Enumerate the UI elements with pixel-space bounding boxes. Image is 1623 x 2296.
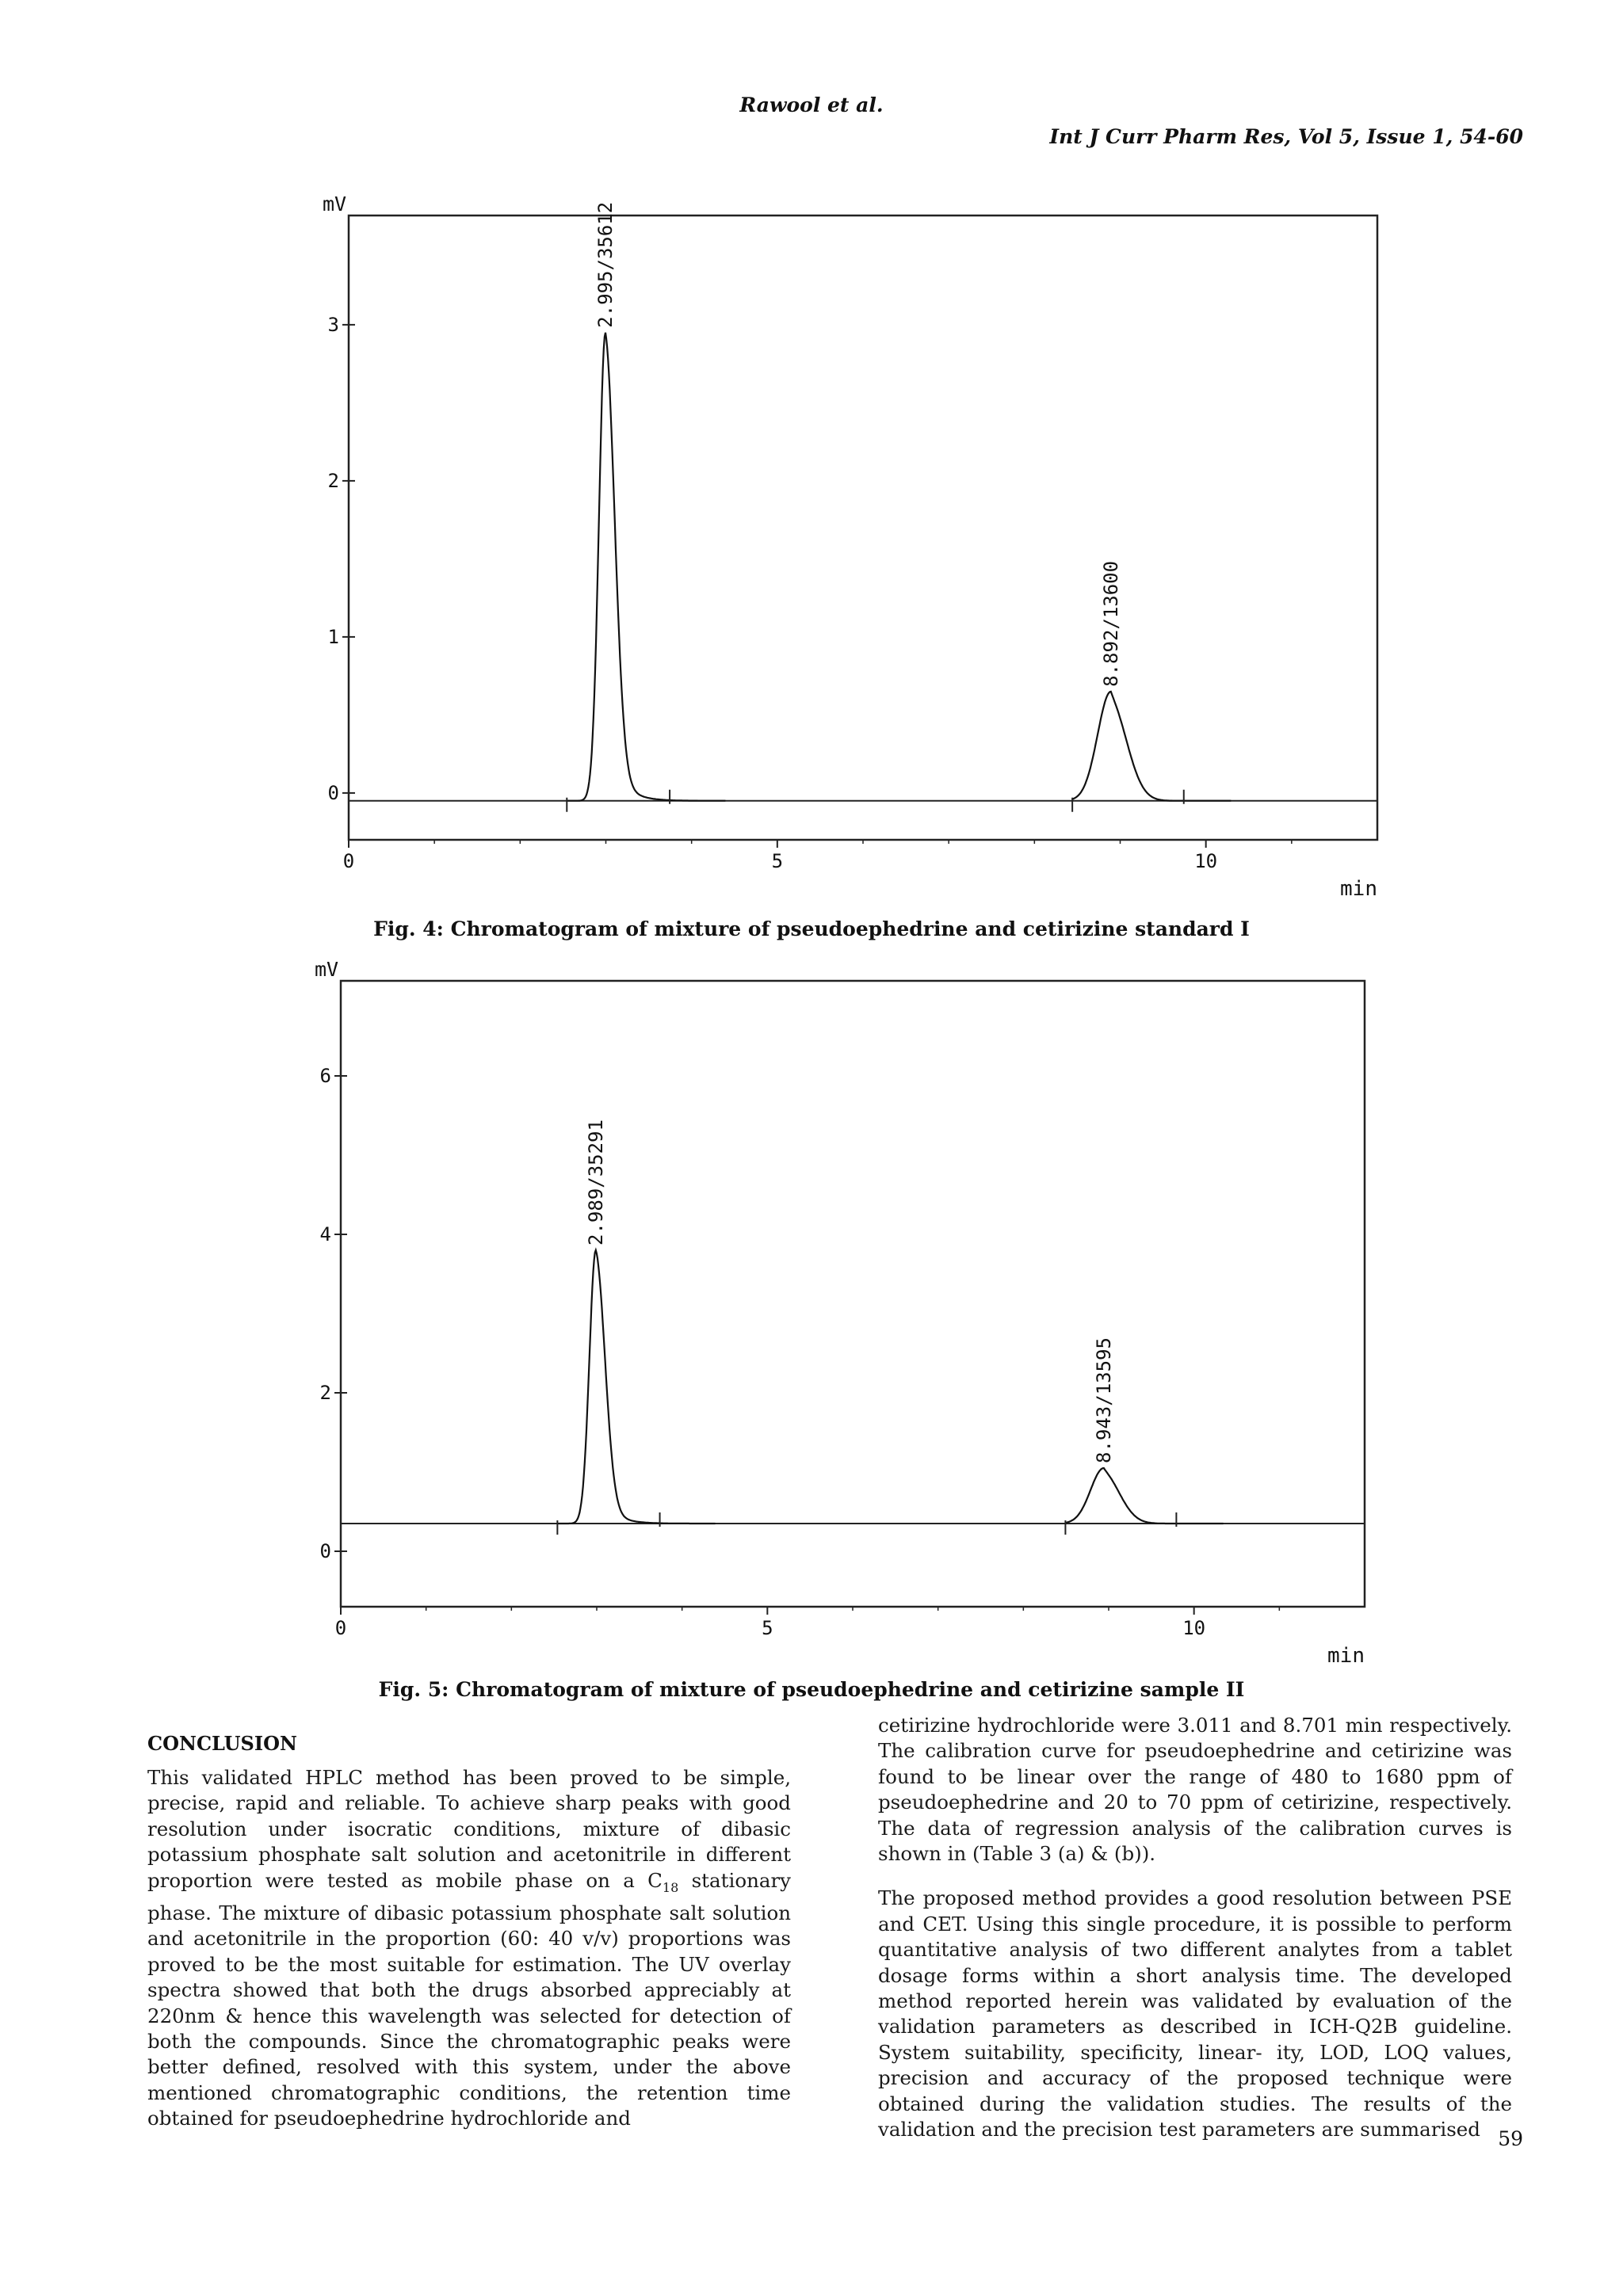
plot-frame <box>341 981 1365 1607</box>
conclusion-paragraph-2: cetirizine hydrochloride were 3.011 and 8.701 min respectively. The calibration curve for pseudoephedrine and cetirizine was found to be linear over the range of 480 to 1680 ppm of pseudoephedrine and 20 to 70 ppm of cetirizine, respectively. The data of regression analysis of the calibration curves is shown in (Table 3 (a) & (b)). <box>878 1714 1512 1866</box>
y-tick-label: 3 <box>327 313 339 336</box>
y-tick-label: 1 <box>327 625 339 648</box>
y-tick-label: 0 <box>327 781 339 804</box>
peak-label-2: 8.892/13600 <box>1099 560 1122 687</box>
x-tick-label: 5 <box>762 1617 773 1639</box>
y-axis-label: mV <box>323 193 347 215</box>
y-tick-label: 4 <box>319 1223 331 1245</box>
x-tick-label: 10 <box>1182 1617 1206 1639</box>
x-tick-label: 0 <box>342 850 355 872</box>
page-number: 59 <box>1498 2127 1523 2150</box>
running-header-journal: Int J Curr Pharm Res, Vol 5, Issue 1, 54-60 <box>1049 125 1523 148</box>
peak-label-1: 2.989/35291 <box>584 1119 607 1245</box>
plot-frame <box>349 215 1377 840</box>
y-tick-label: 2 <box>319 1382 331 1404</box>
peak-label-2: 8.943/13595 <box>1092 1337 1115 1463</box>
conclusion-left-column <box>147 1765 791 2132</box>
chromatogram-fig4 <box>0 182 1623 901</box>
x-tick-label: 10 <box>1194 850 1218 872</box>
y-tick-label: 0 <box>319 1540 331 1562</box>
x-tick-label: 0 <box>334 1617 347 1639</box>
peak-trace-1 <box>557 1250 715 1524</box>
chromatogram-fig5 <box>0 951 1623 1668</box>
peak-trace-2 <box>1072 692 1231 801</box>
conclusion-right-column <box>878 1713 1512 2143</box>
peak-trace-2 <box>1065 1468 1223 1524</box>
section-title-conclusion: CONCLUSION <box>147 1732 297 1755</box>
running-header-authors: Rawool et al. <box>739 93 884 116</box>
y-axis-label: mV <box>315 958 339 981</box>
figure-4-caption: Fig. 4: Chromatogram of mixture of pseudoephedrine and cetirizine standard I <box>373 917 1250 940</box>
peak-trace-1 <box>567 333 725 801</box>
peak-label-1: 2.995/35612 <box>594 201 617 328</box>
conclusion-paragraph-3: The proposed method provides a good resolution between PSE and CET. Using this single procedure, it is possible to perform quantitative analysis of two different analytes from a tablet dosage forms within a short analysis time. The developed method reported herein was validated by evaluation of the validation parameters as described in ICH-Q2B guideline. System suitability, specificity, linear- ity, LOD, LOQ values, precision and accuracy of the proposed technique were obtained during the validation studies. The results of the validation and the precision test parameters are summarised <box>878 1886 1512 2142</box>
x-axis-label: min <box>1340 877 1377 901</box>
y-tick-label: 2 <box>327 469 339 492</box>
x-axis-label: min <box>1327 1644 1365 1668</box>
x-tick-label: 5 <box>771 850 784 872</box>
conclusion-paragraph-1: This validated HPLC method has been proved to be simple, precise, rapid and reliable. To achieve sharp peaks with good resolution under isocratic conditions, mixture of dibasic potassium phosphate salt solution and acetonitrile in different proportion were tested as mobile phase on a $C_{18}$ stationary phase. The mixture of dibasic potassium phosphate salt solution and acetonitrile in the proportion (60: 40 v/v) proportions was proved to be the most suitable for estimation. The UV overlay spectra showed that both the drugs absorbed appreciably at 220nm & hence this wavelength was selected for detection of both the compounds. Since the chromatographic peaks were better defined, resolved with this system, under the above mentioned chromatographic conditions, the retention time obtained for pseudoephedrine hydrochloride and <box>147 1766 792 2130</box>
y-tick-label: 6 <box>319 1065 331 1087</box>
figure-5-caption: Fig. 5: Chromatogram of mixture of pseudoephedrine and cetirizine sample II <box>378 1678 1245 1701</box>
